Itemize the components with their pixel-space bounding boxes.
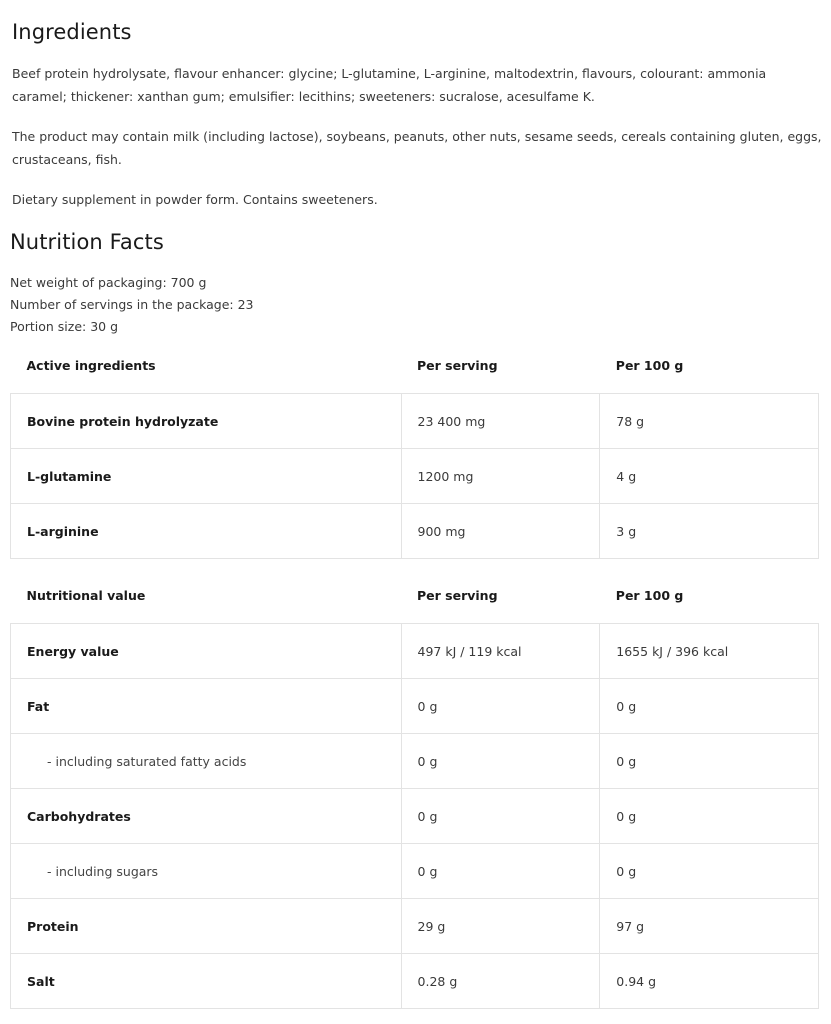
nutritional-value-table <box>10 568 819 1009</box>
column-header: Active ingredients <box>26 358 156 373</box>
per-100g-value: 97 g <box>600 899 819 954</box>
active-ingredients-table <box>10 338 819 559</box>
per-serving-value: 900 mg <box>401 504 600 559</box>
per-100g-value: 0 g <box>600 844 819 899</box>
per-serving-value: 0.28 g <box>401 954 600 1009</box>
nutrient-subitem-name: - including saturated fatty acids <box>11 734 402 789</box>
ingredient-name: L-glutamine <box>11 449 402 504</box>
nutrient-name: Energy value <box>11 624 402 679</box>
servings-count: Number of servings in the package: 23 <box>10 297 254 312</box>
table-row <box>11 504 819 559</box>
ingredient-name: Bovine protein hydrolyzate <box>11 394 402 449</box>
per-serving-value: 0 g <box>401 844 600 899</box>
per-100g-value: 3 g <box>600 504 819 559</box>
net-weight: Net weight of packaging: 700 g <box>10 275 207 290</box>
per-serving-value: 1200 mg <box>401 449 600 504</box>
per-serving-value: 497 kJ / 119 kcal <box>401 624 600 679</box>
nutrient-subitem-name: - including sugars <box>11 844 402 899</box>
per-100g-value: 0 g <box>600 679 819 734</box>
per-serving-value: 23 400 mg <box>401 394 600 449</box>
per-serving-value: 0 g <box>401 789 600 844</box>
per-100g-value: 0.94 g <box>600 954 819 1009</box>
per-100g-value: 0 g <box>600 734 819 789</box>
product-description: Dietary supplement in powder form. Contains sweeteners. <box>12 192 378 207</box>
column-header: Per serving <box>417 358 498 373</box>
per-serving-value: 0 g <box>401 734 600 789</box>
column-header: Per serving <box>417 588 498 603</box>
column-header: Per 100 g <box>615 588 684 603</box>
ingredients-heading: Ingredients <box>12 20 132 44</box>
table-row <box>11 449 819 504</box>
nutrition-facts-heading: Nutrition Facts <box>10 230 164 254</box>
per-100g-value: 4 g <box>600 449 819 504</box>
nutrient-name: Salt <box>11 954 402 1009</box>
table-header-row <box>11 338 819 394</box>
column-header: Nutritional value <box>26 588 146 603</box>
allergen-statement: The product may contain milk (including lactose), soybeans, peanuts, other nuts, sesame seeds, cereals containing gluten, eggs, crustaceans, fish. <box>12 129 822 167</box>
table-row <box>11 624 819 679</box>
table-header-row <box>11 568 819 624</box>
per-100g-value: 78 g <box>600 394 819 449</box>
nutrient-name: Fat <box>11 679 402 734</box>
nutrient-name: Carbohydrates <box>11 789 402 844</box>
table-row <box>11 954 819 1009</box>
table-row <box>11 679 819 734</box>
ingredients-composition: Beef protein hydrolysate, flavour enhancer: glycine; L-glutamine, L-arginine, maltodextrin, flavours, colourant: ammonia caramel; thickener: xanthan gum; emulsifier: lecithins; sweeteners: sucralose, acesulfame K. <box>12 66 767 104</box>
table-row <box>11 844 819 899</box>
per-serving-value: 0 g <box>401 679 600 734</box>
per-100g-value: 0 g <box>600 789 819 844</box>
table-row <box>11 789 819 844</box>
per-serving-value: 29 g <box>401 899 600 954</box>
nutrient-name: Protein <box>11 899 402 954</box>
column-header: Per 100 g <box>615 358 684 373</box>
portion-size: Portion size: 30 g <box>10 319 119 334</box>
table-row <box>11 394 819 449</box>
ingredient-name: L-arginine <box>11 504 402 559</box>
table-row <box>11 899 819 954</box>
per-100g-value: 1655 kJ / 396 kcal <box>600 624 819 679</box>
table-row <box>11 734 819 789</box>
